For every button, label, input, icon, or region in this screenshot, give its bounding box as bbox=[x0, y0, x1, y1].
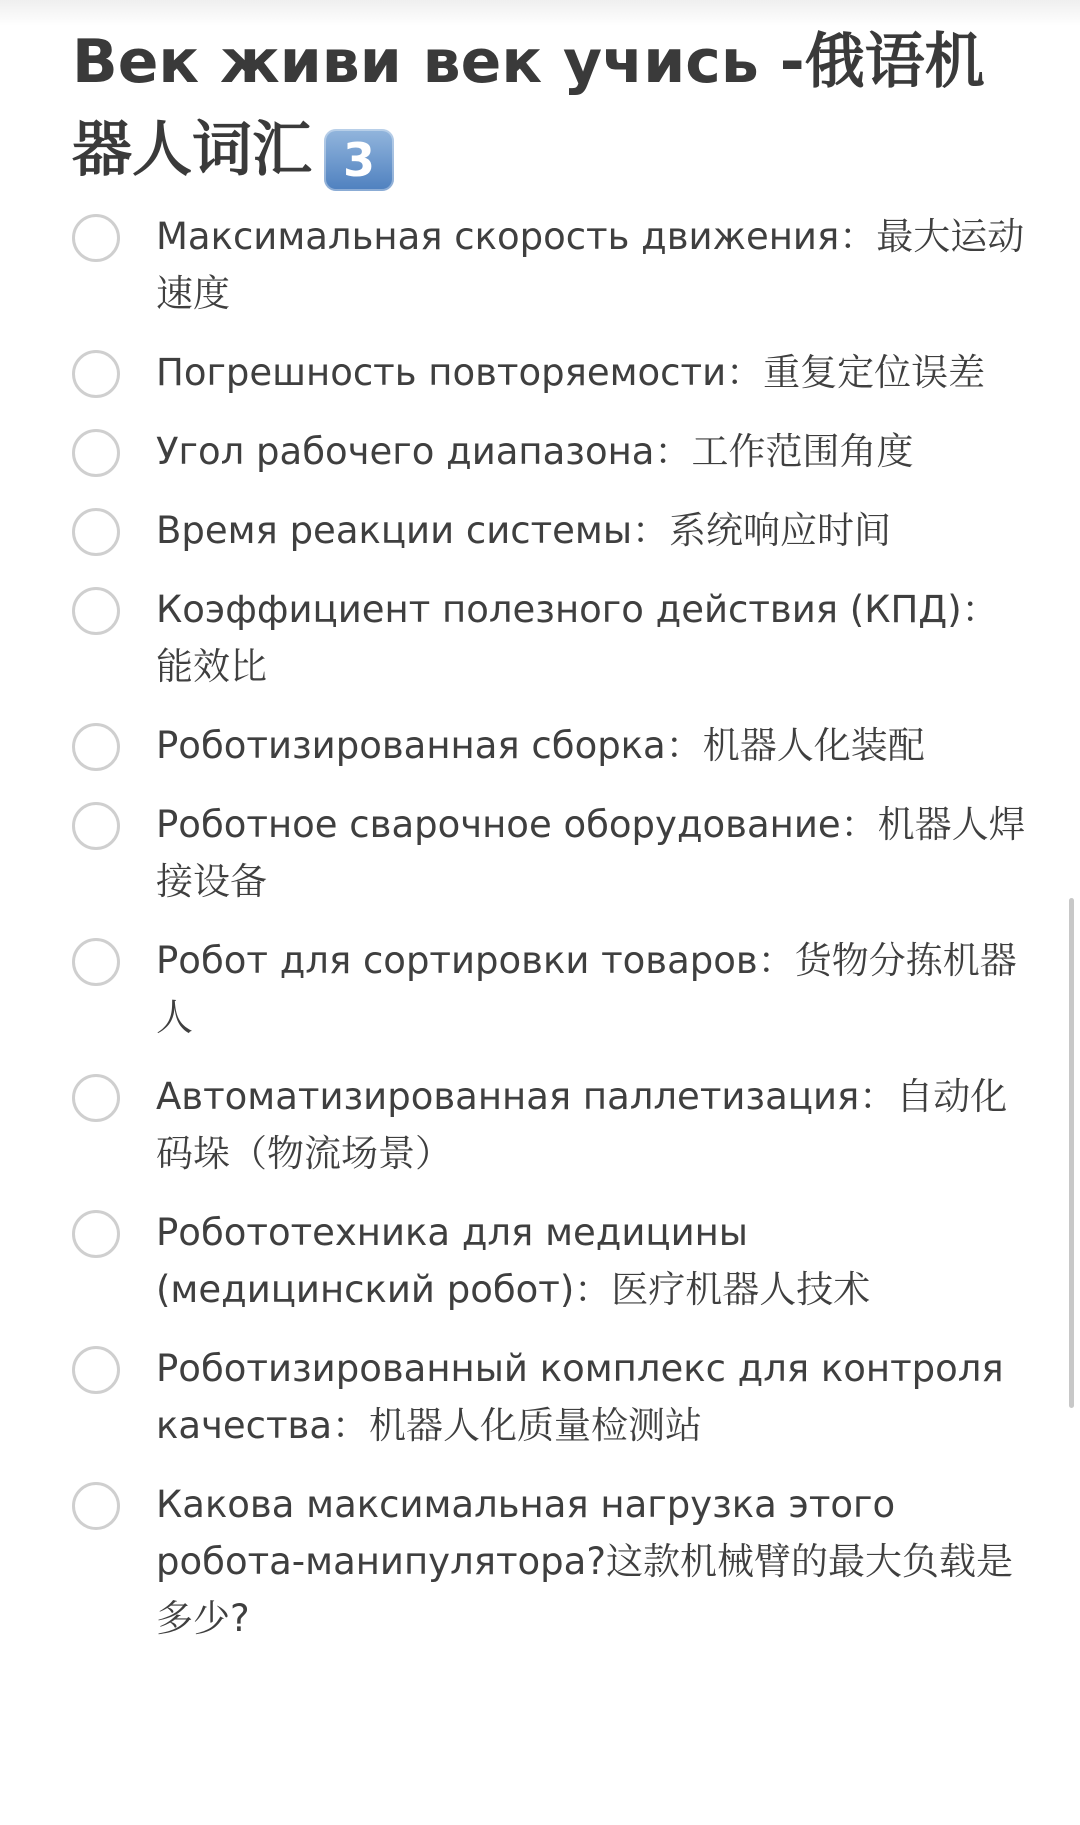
checkbox-circle[interactable] bbox=[72, 1074, 120, 1122]
note-title bbox=[72, 18, 1022, 194]
checklist-item bbox=[72, 581, 1032, 695]
checkbox-circle[interactable] bbox=[72, 1346, 120, 1394]
checklist-item-text[interactable]: Роботное сварочное оборудование：机器人焊接设备 bbox=[156, 803, 1026, 903]
checklist-item-text[interactable]: Коэффициент полезного действия (КПД)：能效比 bbox=[156, 588, 999, 688]
checklist-item-text[interactable]: Какова максимальная нагрузка этого робота-манипулятора?这款机械臂的最大负载是多少? bbox=[156, 1483, 1013, 1640]
checklist-item-text[interactable]: Время реакции системы：系统响应时间 bbox=[156, 509, 892, 552]
checkbox-circle[interactable] bbox=[72, 723, 120, 771]
vertical-scrollbar[interactable] bbox=[1069, 898, 1074, 1408]
checkbox-circle[interactable] bbox=[72, 1210, 120, 1258]
checklist-item-text[interactable]: Угол рабочего диапазона：工作范围角度 bbox=[156, 430, 914, 473]
note-title-text: Век живи век учись -俄语机器人词汇 bbox=[72, 27, 985, 185]
checklist-item bbox=[72, 1340, 1032, 1454]
note-content bbox=[72, 18, 1032, 1669]
checkbox-circle[interactable] bbox=[72, 429, 120, 477]
checklist-item-text[interactable]: Погрешность повторяемости：重复定位误差 bbox=[156, 351, 986, 394]
checkbox-circle[interactable] bbox=[72, 802, 120, 850]
checklist-item bbox=[72, 932, 1032, 1046]
checklist bbox=[72, 208, 1032, 1647]
checkbox-circle[interactable] bbox=[72, 214, 120, 262]
checkbox-circle[interactable] bbox=[72, 587, 120, 635]
checklist-item bbox=[72, 208, 1032, 322]
checklist-item-text[interactable]: Роботизированный комплекс для контроля качества：机器人化质量检测站 bbox=[156, 1347, 1004, 1447]
checklist-item-text[interactable]: Робототехника для медицины (медицинский робот)：医疗机器人技术 bbox=[156, 1211, 871, 1311]
checklist-item-text[interactable]: Автоматизированная паллетизация：自动化码垛（物流场景） bbox=[156, 1075, 1008, 1175]
checklist-item-text[interactable]: Робот для сортировки товаров：货物分拣机器人 bbox=[156, 939, 1017, 1039]
checkbox-circle[interactable] bbox=[72, 508, 120, 556]
checkbox-circle[interactable] bbox=[72, 938, 120, 986]
checklist-item bbox=[72, 1204, 1032, 1318]
checklist-item bbox=[72, 717, 1032, 774]
checklist-item bbox=[72, 1476, 1032, 1647]
checklist-item bbox=[72, 423, 1032, 480]
checklist-item bbox=[72, 502, 1032, 559]
checklist-item bbox=[72, 344, 1032, 401]
checklist-item-text[interactable]: Роботизированная сборка：机器人化装配 bbox=[156, 724, 925, 767]
checkbox-circle[interactable] bbox=[72, 1482, 120, 1530]
checklist-item bbox=[72, 796, 1032, 910]
checklist-item bbox=[72, 1068, 1032, 1182]
keycap-digit-icon: 3 bbox=[324, 129, 394, 191]
checklist-item-text[interactable]: Максимальная скорость движения：最大运动速度 bbox=[156, 215, 1025, 315]
checkbox-circle[interactable] bbox=[72, 350, 120, 398]
